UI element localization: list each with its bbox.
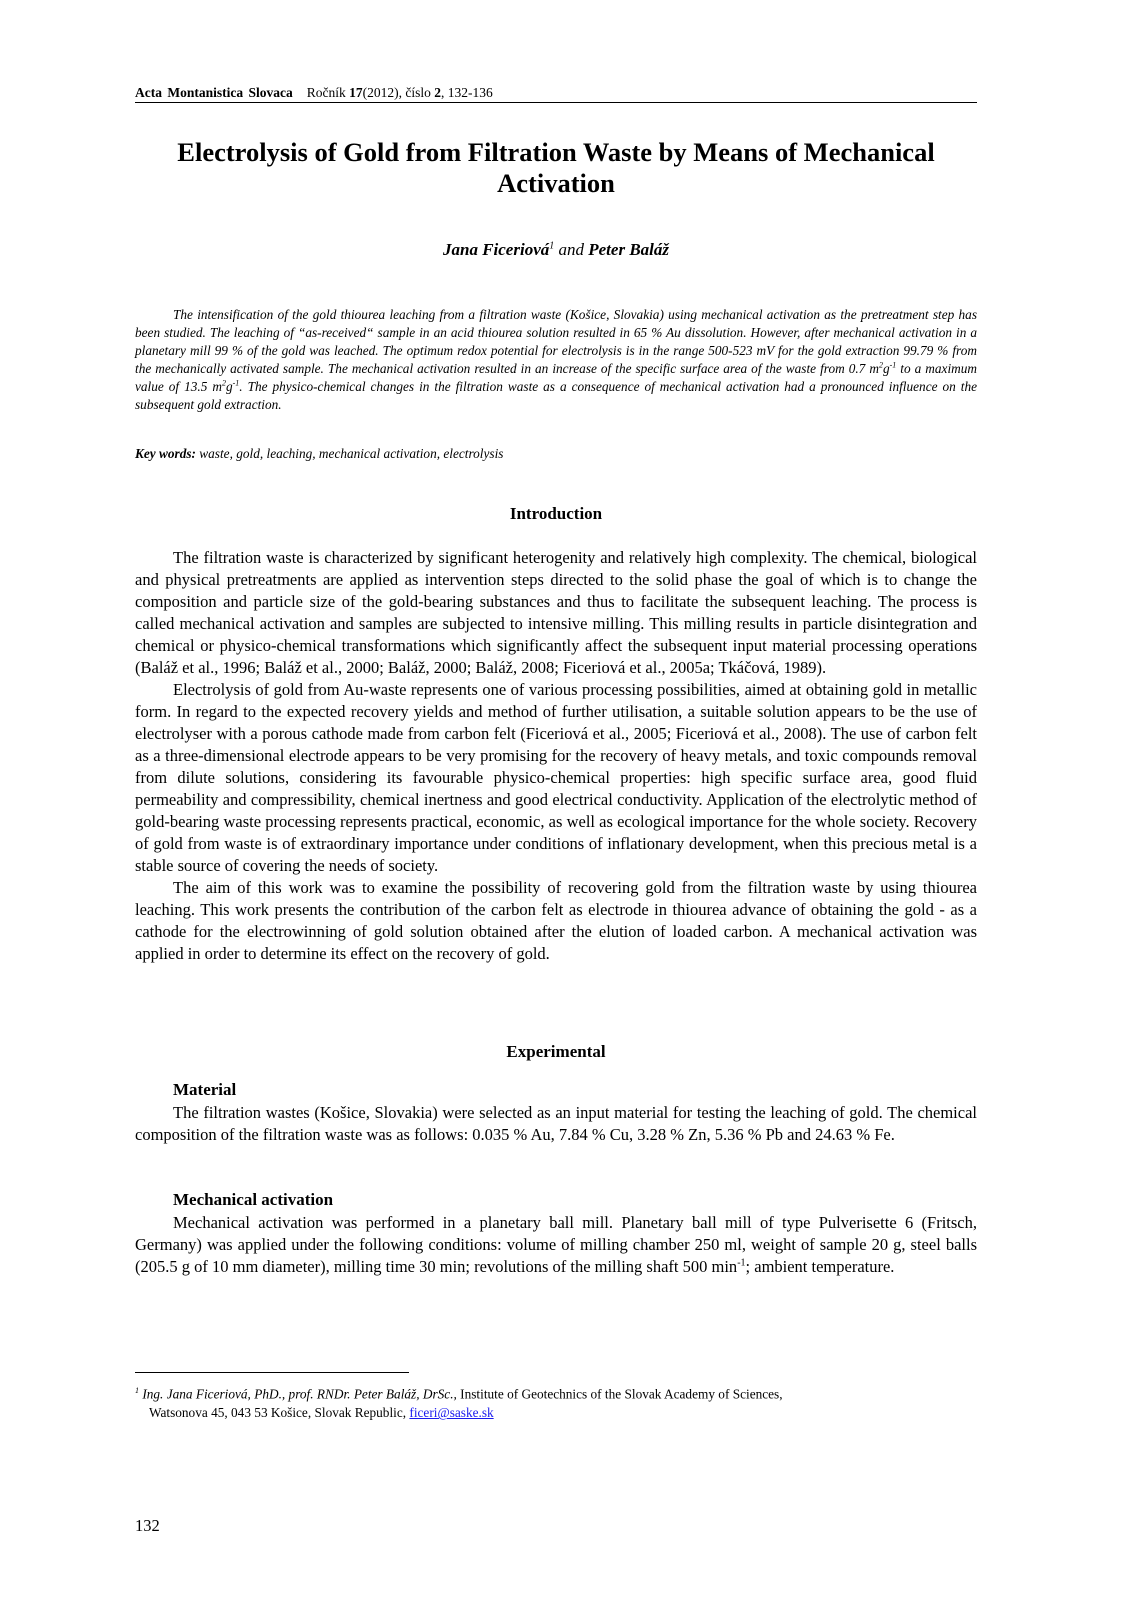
abstract — [135, 306, 977, 414]
footnote-author-names: Ing. Jana Ficeriová, PhD., prof. RNDr. Peter Baláž, DrSc., — [139, 1386, 457, 1402]
mech-sup: -1 — [737, 1257, 746, 1269]
intro-paragraph-1: The filtration waste is characterized by significant heterogenity and relatively high complexity. The chemical, biological and physical pretreatments are applied as intervention steps directed to the solid phase the goal of which is to change the composition and particle size of the gold-bearing substances and thus to facilitate the subsequent leaching. The process is called mechanical activation and samples are subjected to intensive milling. This milling results in particle disintegration and chemical or physico-chemical transformations which significantly affect the subsequent input material processing operations (Baláž et al., 1996; Baláž et al., 2000; Baláž, 2000; Baláž, 2008; Ficeriová et al., 2005a; Tkáčová, 1989). — [135, 548, 977, 677]
mech-text-2: ; ambient temperature. — [745, 1257, 895, 1276]
author-1-footnote-mark: 1 — [549, 240, 555, 252]
footnote-mark: 1 — [135, 1386, 139, 1395]
mechanical-activation-paragraph — [135, 1212, 977, 1278]
section-title-experimental: Experimental — [506, 1042, 606, 1061]
mechanical-activation-body — [135, 1212, 977, 1278]
subsection-title-mechanical-activation: Mechanical activation — [173, 1190, 334, 1209]
keywords-text: waste, gold, leaching, mechanical activation, electrolysis — [195, 446, 504, 461]
author-conjunction: and — [554, 240, 589, 259]
keywords — [135, 446, 977, 462]
page-number: 132 — [135, 1516, 160, 1535]
footnote — [135, 1381, 977, 1422]
abstract-text-5: . The physico-chemical changes in the filtration waste as a consequence of mechanical activation had a pronounced influence on the subsequent gold extraction. — [135, 379, 977, 412]
footnote-line-1 — [135, 1381, 977, 1403]
email-link[interactable]: ficeri@saske.sk — [409, 1405, 494, 1421]
footnote-address: Watsonova 45, 043 53 Košice, Slovak Republic, — [149, 1405, 410, 1421]
section-title-introduction: Introduction — [509, 504, 603, 523]
abstract-sup-3: 2 — [221, 378, 226, 388]
subsection-title-material: Material — [173, 1080, 237, 1099]
mech-text-1: Mechanical activation was performed in a planetary ball mill. Planetary ball mill of type Pulverisette 6 (Fritsch, Germany) was applied under the following conditions: volume of milling chamber 250 ml, weight of sample 20 g, steel balls (205.5 g of 10 mm diameter), milling time 30 min; revolutions of the milling shaft 500 min — [135, 1213, 977, 1276]
paper-title: Electrolysis of Gold from Filtration Waste by Means of Mechanical Activation — [177, 137, 935, 198]
footnote-divider — [135, 1372, 409, 1373]
abstract-text-3: to a maximum value of 13.5 m — [135, 361, 978, 394]
page-range: , 132-136 — [440, 85, 493, 100]
volume-prefix: Ročník — [306, 85, 350, 100]
material-body — [135, 1102, 977, 1146]
author-line — [135, 240, 977, 260]
volume-number: 17 — [349, 85, 363, 100]
author-2: Peter Baláž — [588, 240, 669, 259]
journal-name: Acta Montanistica Slovaca — [135, 85, 293, 100]
year-text: (2012), číslo — [362, 85, 435, 100]
material-paragraph: The filtration wastes (Košice, Slovakia) were selected as an input material for testing the leaching of gold. The chemical composition of the filtration waste was as follows: 0.035 % Au, 7.84 % Cu, 3.28 % Zn, 5.36 % Pb and 24.63 % Fe. — [135, 1103, 977, 1144]
issue-number: 2 — [434, 85, 441, 100]
abstract-text-1: The intensification of the gold thiourea leaching from a filtration waste (Košice, Slovakia) using mechanical activation as the pretreatment step has been studied. The leaching of “as-received“ sample in an acid thiourea solution resulted in 65 % Au dissolution. However, after mechanical activation in a planetary mill 99 % of the gold was leached. The optimum redox potential for electrolysis is in the range 500-523 mV for the gold extraction 99.79 % from the mechanically activated sample. The mechanical activation resulted in an increase of the specific surface area of the waste from 0.7 m — [135, 307, 977, 376]
introduction-body — [135, 547, 977, 965]
abstract-sup-2: -1 — [889, 360, 897, 370]
keywords-label: Key words: — [135, 446, 196, 461]
intro-paragraph-3: The aim of this work was to examine the possibility of recovering gold from the filtration waste by using thiourea leaching. This work presents the contribution of the carbon felt as electrode in thiourea advance of obtaining the gold - as a cathode for the electrowinning of gold solution obtained after the elution of loaded carbon. A mechanical activation was applied in order to determine its effect on the recovery of gold. — [135, 878, 977, 963]
running-header — [135, 84, 977, 103]
abstract-sup-1: 2 — [878, 360, 883, 370]
author-1: Jana Ficeriová — [443, 240, 550, 259]
footnote-line-2 — [135, 1403, 977, 1422]
abstract-text-4: g — [225, 379, 233, 394]
abstract-sup-4: -1 — [232, 378, 240, 388]
footnote-affiliation: Institute of Geotechnics of the Slovak Academy of Sciences, — [456, 1386, 783, 1402]
abstract-text-2: g — [882, 361, 890, 376]
intro-paragraph-2: Electrolysis of gold from Au-waste represents one of various processing possibilities, aimed at obtaining gold in metallic form. In regard to the expected recovery yields and method of further utilisation, a suitable solution appears to be the use of electrolyser with a porous cathode made from carbon felt (Ficeriová et al., 2005; Ficeriová et al., 2008). The use of carbon felt as a three-dimensional electrode appears to be very promising for the recovery of heavy metals, and toxic compounds removal from dilute solutions, considering its favourable physico-chemical properties: high specific surface area, good fluid permeability and compressibility, chemical inertness and good electrical conductivity. Application of the electrolytic method of gold-bearing waste processing represents practical, economic, as well as ecological importance for the whole society. Recovery of gold from waste is of extraordinary importance under conditions of inflationary development, when this precious metal is a stable source of covering the needs of society. — [135, 680, 977, 875]
